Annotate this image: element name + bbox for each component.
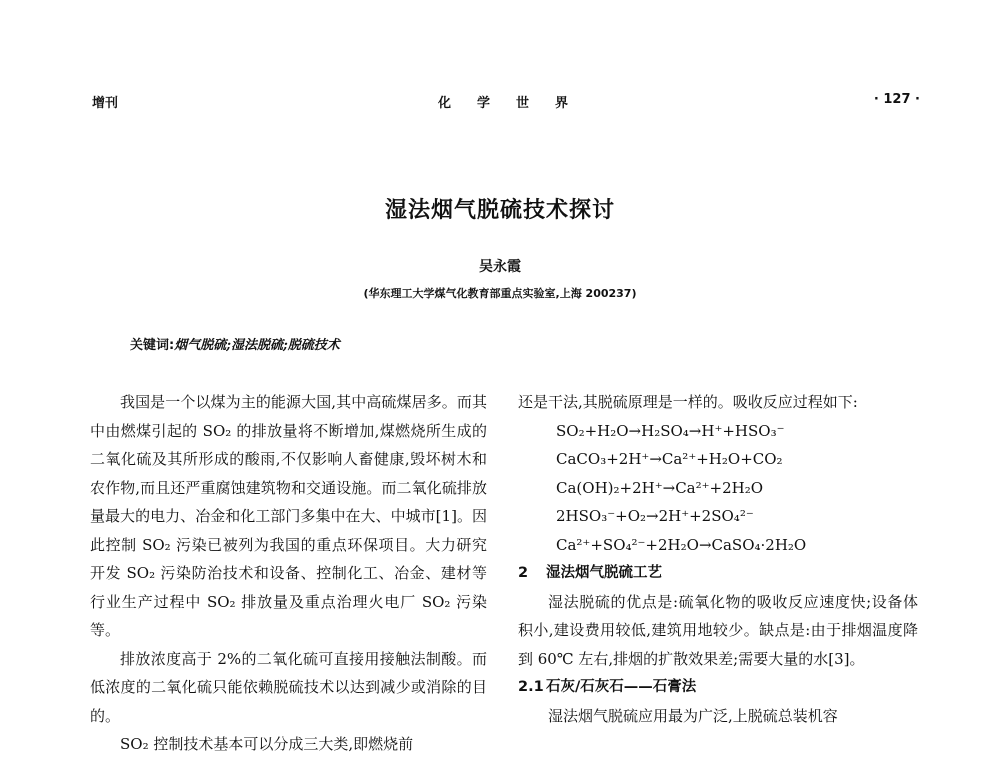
left-paragraph-1: 我国是一个以煤为主的能源大国,其中高硫煤居多。而其中由燃煤引起的 SO₂ 的排放量将不断增加,煤燃烧所生成的二氧化硫及其所形成的酸雨,不仅影响人畜健康,毁坏树木和农作物,而且还严重腐蚀建筑物和交通设施。而二氧化硫排放量最大的电力、冶金和化工部门多集中在大、中城市[1]。因此控制 SO₂ 污染已被列为我国的重点环保项目。大力研究开发 SO₂ 污染防治技术和设备、控制化工、冶金、建材等行业生产过程中 SO₂ 排放量及重点治理火电厂 SO₂ 污染等。	[90, 393, 487, 639]
section-2-1-heading	[518, 673, 918, 702]
keywords-line	[130, 334, 340, 353]
equation-1: SO₂+H₂O→H₂SO₄→H⁺+HSO₃⁻	[556, 421, 785, 440]
running-header	[92, 92, 920, 114]
article-author: 吴永霞	[479, 259, 521, 275]
equation-4: 2HSO₃⁻+O₂→2H⁺+2SO₄²⁻	[556, 507, 754, 525]
equation-3: Ca(OH)₂+2H⁺→Ca²⁺+2H₂O	[556, 478, 764, 497]
left-column	[90, 388, 487, 759]
right-paragraph-2: 湿法脱硫的优点是:硫氧化物的吸收反应速度快;设备体积小,建设费用较低,建筑用地较少。缺点是:由于排烟温度降到 60℃ 左右,排烟的扩散效果差;需要大量的水[3]。	[518, 592, 918, 668]
keywords-label: 关键词:	[130, 338, 175, 353]
right-paragraph-3: 湿法烟气脱硫应用最为广泛,上脱硫总装机容	[548, 706, 838, 725]
equation-5: Ca²⁺+SO₄²⁻+2H₂O→CaSO₄·2H₂O	[556, 535, 807, 554]
right-column	[518, 388, 918, 730]
right-paragraph-1: 还是干法,其脱硫原理是一样的。吸收反应过程如下:	[518, 393, 858, 411]
header-issue-label: 增刊	[92, 96, 119, 111]
section-2-1-title: 石灰/石灰石——石膏法	[546, 679, 697, 695]
header-journal-name: 化学世界	[437, 96, 594, 111]
header-page-number: · 127 ·	[873, 92, 920, 107]
left-paragraph-2: 排放浓度高于 2%的二氧化硫可直接用接触法制酸。而低浓度的二氧化硫只能依赖脱硫技术以达到减少或消除的目的。	[90, 649, 487, 725]
section-2-1-number: 2.1	[518, 679, 544, 695]
keywords-value: 烟气脱硫;湿法脱硫;脱硫技术	[174, 338, 340, 353]
equation-2: CaCO₃+2H⁺→Ca²⁺+H₂O+CO₂	[556, 450, 783, 468]
section-2-number: 2	[518, 565, 529, 581]
left-paragraph-3: SO₂ 控制技术基本可以分成三大类,即燃烧前	[120, 735, 414, 753]
author-affiliation: (华东理工大学煤气化教育部重点实验室,上海 200237)	[363, 287, 637, 300]
section-2-heading	[518, 559, 918, 588]
article-title: 湿法烟气脱硫技术探讨	[384, 198, 615, 223]
section-2-title: 湿法烟气脱硫工艺	[546, 565, 662, 581]
